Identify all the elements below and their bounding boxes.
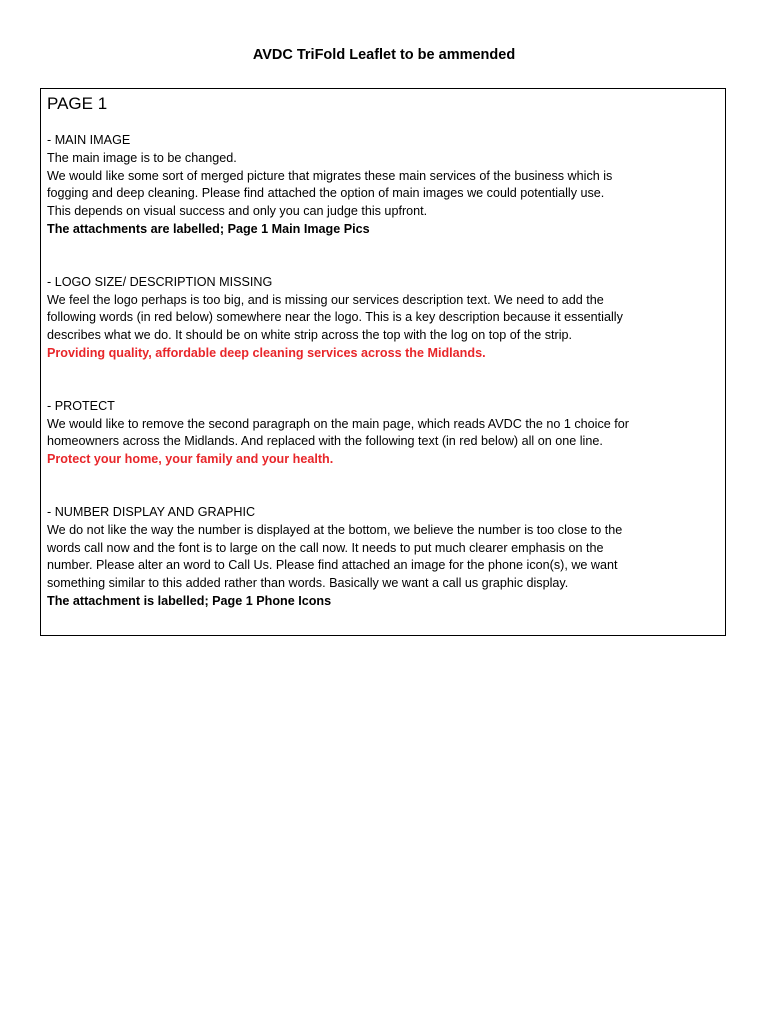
section-text-line: number. Please alter an word to Call Us. Please find attached an image for the phone icon(s), we want xyxy=(47,558,618,573)
section-text-line: following words (in red below) somewhere near the logo. This is a key description because it essentially xyxy=(47,310,623,325)
section-text-line: homeowners across the Midlands. And replaced with the following text (in red below) all on one line. xyxy=(47,434,603,449)
section-heading: - NUMBER DISPLAY AND GRAPHIC xyxy=(47,504,256,519)
section-protect xyxy=(47,398,719,469)
section-logo-size xyxy=(47,274,719,363)
section-text-line: We feel the logo perhaps is too big, and is missing our services description text. We need to add the xyxy=(47,292,604,307)
section-text-line: something similar to this added rather than words. Basically we want a call us graphic display. xyxy=(47,576,569,591)
section-text-line: fogging and deep cleaning. Please find attached the option of main images we could potentially use. xyxy=(47,186,605,201)
section-number-display xyxy=(47,504,719,611)
page-heading: PAGE 1 xyxy=(47,94,108,113)
section-heading: - LOGO SIZE/ DESCRIPTION MISSING xyxy=(47,274,273,289)
attachment-note: The attachments are labelled; Page 1 Main Image Pics xyxy=(47,221,370,236)
section-text-line: words call now and the font is to large on the call now. It needs to put much clearer emphasis on the xyxy=(47,540,604,555)
section-main-image xyxy=(47,132,719,239)
section-text-line: The main image is to be changed. xyxy=(47,150,237,165)
red-highlight-text: Providing quality, affordable deep cleaning services across the Midlands. xyxy=(47,345,486,360)
section-text-line: We would like some sort of merged picture that migrates these main services of the business which is xyxy=(47,168,613,183)
page-content-box xyxy=(40,88,726,636)
section-heading: - PROTECT xyxy=(47,398,115,413)
section-heading: - MAIN IMAGE xyxy=(47,133,131,147)
section-text-line: We do not like the way the number is displayed at the bottom, we believe the number is too close to the xyxy=(47,522,623,537)
section-text-line: This depends on visual success and only you can judge this upfront. xyxy=(47,204,428,219)
section-text-line: describes what we do. It should be on white strip across the top with the log on top of the strip. xyxy=(47,328,573,343)
section-text-line: We would like to remove the second paragraph on the main page, which reads AVDC the no 1 choice for xyxy=(47,416,629,431)
attachment-note: The attachment is labelled; Page 1 Phone Icons xyxy=(47,593,332,608)
red-highlight-text: Protect your home, your family and your health. xyxy=(47,452,334,467)
document-title: AVDC TriFold Leaflet to be ammended xyxy=(252,47,516,63)
